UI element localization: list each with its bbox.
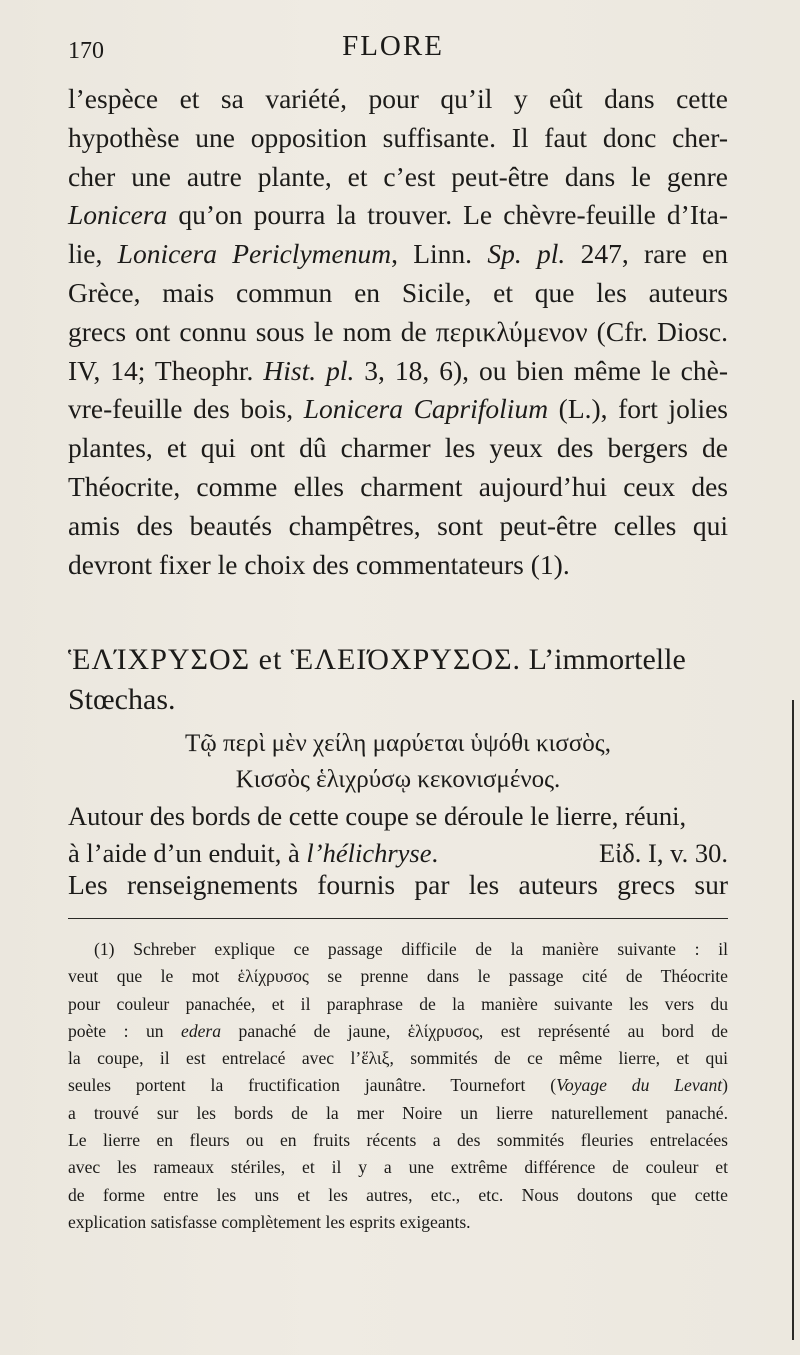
text-line: Grèce, mais commun en Sicile, et que les auteurs <box>68 276 728 308</box>
footnote-line: (1) Schreber explique ce passage difficile de la manière suivante : il <box>94 939 728 959</box>
text-line: vre-feuille des bois, Lonicera Caprifolium (L.), fort jolies <box>68 393 729 425</box>
page-number: 170 <box>68 38 104 64</box>
page-header <box>68 30 718 70</box>
footnote-line: explication satisfasse complètement les esprits exigeants. <box>68 1211 471 1232</box>
text-line: l’espèce et sa variété, pour qu’il y eût dans cette <box>68 83 728 114</box>
running-head: FLORE <box>342 30 444 62</box>
footnote-line: veut que le mot ἑλίχρυσος se prenne dans le passage cité de Théocrite <box>68 966 728 987</box>
main-paragraph <box>68 80 728 584</box>
text-line: Lonicera qu’on pourra la trouver. Le chèvre-feuille d’Ita- <box>68 199 728 231</box>
text-line: plantes, et qui ont dû charmer les yeux des bergers de <box>68 432 728 464</box>
quote-block <box>68 726 728 872</box>
text-line: Théocrite, comme elles charment aujourd’hui ceux des <box>68 470 728 502</box>
text-line: IV, 14; Theophr. Hist. pl. 3, 18, 6), ou bien même le chè- <box>68 354 728 386</box>
greek-verse-1: Τῷ περὶ μὲν χείλη μαρύεται ὑψόθι κισσὸς, <box>185 730 611 757</box>
verse-reference: Εἰδ. I, v. 30. <box>598 838 728 868</box>
text-line: amis des beautés champêtres, sont peut-être celles qui <box>68 509 728 541</box>
text-line: cher une autre plante, et c’est peut-être dans le genre <box>68 160 728 192</box>
verse-translation: Autour des bords de cette coupe se déroule le lierre, réuni, <box>68 801 687 831</box>
text-line: hypothèse une opposition suffisante. Il faut donc cher- <box>68 121 728 153</box>
section-heading <box>68 640 728 720</box>
footnote-line: pour couleur panachée, et il paraphrase de la manière suivante les vers du <box>68 993 728 1014</box>
text-line: lie, Lonicera Periclymenum, Linn. Sp. pl. 247, rare en <box>68 238 728 270</box>
footnote-divider <box>68 918 728 919</box>
footnote-line: poète : un edera panaché de jaune, ἑλίχρυσος, est représenté au bord de <box>68 1020 728 1041</box>
footnote <box>68 936 728 1236</box>
greek-heading: ἙΛΊΧΡΥΣΟΣ et ἙΛΕΙΌΧΡΥΣΟΣ. <box>68 643 522 676</box>
text-line: devront fixer le choix des commentateurs (1). <box>68 548 570 580</box>
footnote-line: Le lierre en fleurs ou en fruits récents a des sommités fleuries entrelacées <box>68 1130 728 1151</box>
verse-translation-line-2: à l’aide d’un enduit, à l’hélichryse. <box>68 838 439 868</box>
greek-verse-2: Κισσὸς ἑλιχρύσῳ κεκονισμένος. <box>235 766 561 793</box>
footnote-line: a trouvé sur les bords de la mer Noire un lierre naturellement panaché. <box>68 1102 728 1123</box>
footnote-line: la coupe, il est entrelacé avec l’ἕλιξ, sommités de ce même lierre, et qui <box>68 1048 728 1069</box>
page-edge-mark <box>792 700 794 1340</box>
text-line: grecs ont connu sous le nom de περικλύμενον (Cfr. Diosc. <box>68 315 728 347</box>
french-heading-cont: Stœchas. <box>68 683 176 716</box>
footnote-line: avec les rameaux stériles, et il y a une extrême différence de couleur et <box>68 1157 728 1178</box>
continuation-line: Les renseignements fournis par les auteurs grecs sur <box>68 869 728 900</box>
footnote-line: seules portent la fructification jaunâtre. Tournefort (Voyage du Levant) <box>68 1075 728 1096</box>
footnote-line: de forme entre les uns et les autres, etc., etc. Nous doutons que cette <box>68 1184 728 1205</box>
french-heading: L’immortelle <box>528 643 686 676</box>
